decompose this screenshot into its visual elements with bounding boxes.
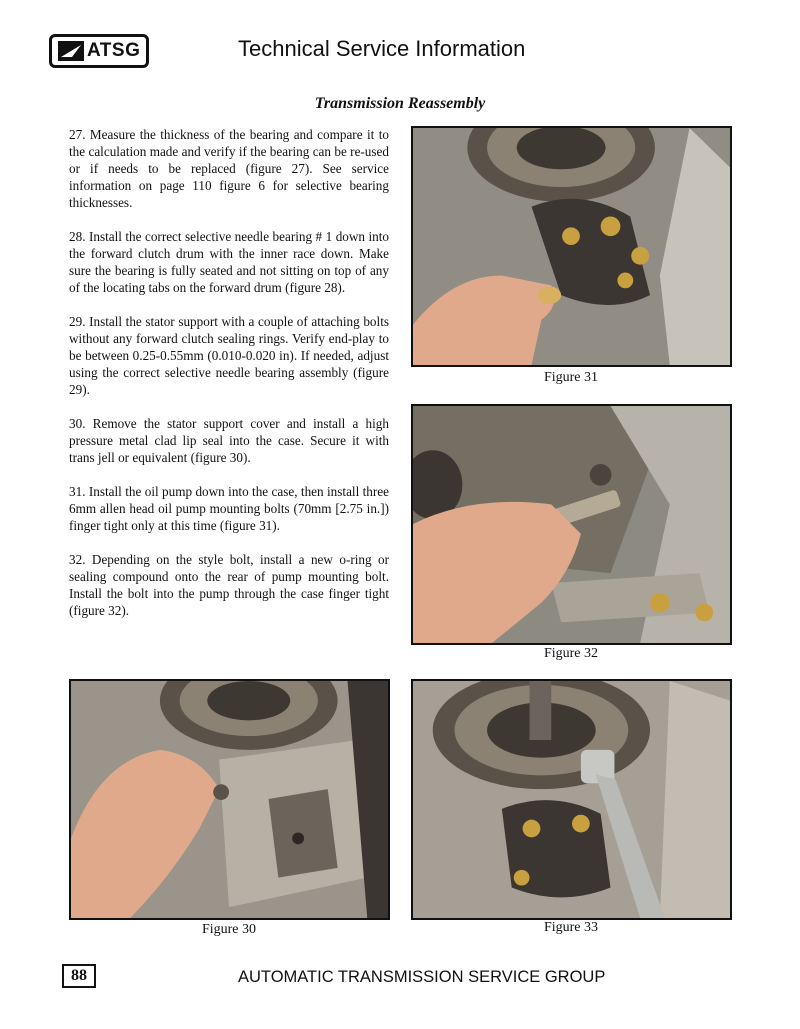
figure-30-caption: Figure 30 [201, 922, 257, 937]
section-title: Transmission Reassembly [314, 95, 486, 112]
figure-32-photo [411, 404, 732, 645]
step-27: 27. Measure the thickness of the bearing and compare it to the calculation made and verify if the bearing can be re-used or if needs to be replaced (figure 27). See service information on page 110 figure 6 for selective bearing thicknesses. [69, 127, 389, 210]
figure-31-caption: Figure 31 [543, 370, 599, 385]
page-footer: AUTOMATIC TRANSMISSION SERVICE GROUP [238, 968, 606, 986]
step-28: 28. Install the correct selective needle bearing # 1 down into the forward clutch drum with the inner race down. Make sure the bearing is fully seated and not sitting on top of any of the locating tabs on the forward drum (figure 28). [69, 229, 389, 295]
logo-arrow-icon [58, 41, 84, 61]
step-31: 31. Install the oil pump down into the case, then install three 6mm allen head oil pump mounting bolts (70mm [2.75 in.]) finger tight only at this time (figure 31). [69, 484, 389, 533]
step-29: 29. Install the stator support with a couple of attaching bolts without any forward clutch sealing rings. Verify end-play to be between 0.25-0.55mm (0.010-0.020 in). If needed, adjust using the correct selective needle bearing assembly (figure 29). [69, 314, 389, 397]
procedure-steps [69, 126, 389, 636]
page-number: 88 [62, 964, 96, 988]
figure-32-caption: Figure 32 [543, 646, 599, 661]
figure-30-photo [69, 679, 390, 920]
page-header-title: Technical Service Information [238, 36, 526, 61]
step-30: 30. Remove the stator support cover and install a high pressure metal clad lip seal into the case. Secure it with trans jell or equivalent (figure 30). [69, 416, 389, 465]
figure-31-photo [411, 126, 732, 367]
logo-text: ATSG [87, 40, 141, 61]
atsg-logo [49, 34, 149, 68]
step-32: 32. Depending on the style bolt, install a new o-ring or sealing compound onto the rear of pump mounting bolt. Install the bolt into the pump through the case finger tight (figure 32). [69, 552, 389, 618]
figure-33-caption: Figure 33 [543, 920, 599, 935]
figure-33-photo [411, 679, 732, 920]
